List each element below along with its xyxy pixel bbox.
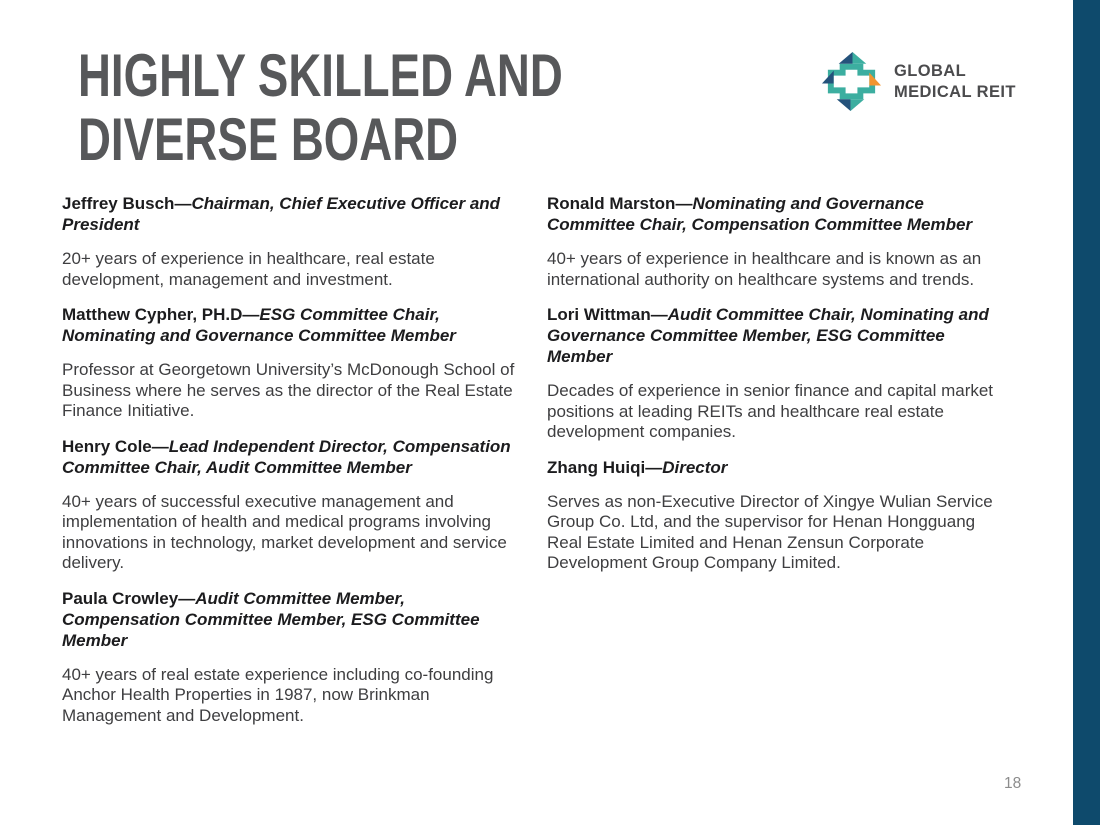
slide-title [78,44,563,172]
board-member-entry [547,304,1010,443]
em-dash: — [645,457,663,477]
member-role: Audit Committee Member, Compensation Committee Member, ESG Committee Member [62,588,480,650]
member-role: Lead Independent Director, Compensation Committee Chair, Audit Committee Member [62,436,511,477]
board-column-right [547,193,1010,740]
member-role: Chairman, Chief Executive Officer and President [62,194,501,234]
member-heading [62,588,520,651]
member-role: Director [662,457,728,477]
right-accent-bar [1073,0,1100,825]
member-bio: Serves as non-Executive Director of Xingye Wulian Service Group Co. Ltd, and the supervisor for Henan Hongguang Real Estate Limited and Henan Zensun Corporate Development Group Company Limited. [547,491,993,572]
member-name: Matthew Cypher, PH.D [62,305,243,324]
member-heading [62,304,520,346]
em-dash: — [174,194,192,213]
member-heading [62,193,520,235]
board-members-columns [62,193,1010,740]
member-bio: Decades of experience in senior finance and capital market positions at leading REITs and healthcare real estate development companies. [547,381,994,441]
board-member-entry [62,588,520,727]
slide-title-line-1: HIGHLY SKILLED AND [78,42,563,109]
member-heading [547,193,1010,235]
member-bio: 40+ years of experience in healthcare and is known as an international authority on healthcare systems and trends. [547,249,982,289]
em-dash: — [151,436,169,456]
logo-navy-triangle-bottom [837,99,851,111]
member-name: Jeffrey Busch [62,194,175,213]
member-name: Lori Wittman [547,305,651,324]
board-member-entry [62,193,520,290]
logo-teal-triangle-top [852,52,866,64]
member-heading [547,457,1010,478]
em-dash: — [242,305,260,324]
logo-wordmark-line-2: MEDICAL REIT [894,82,1016,101]
slide-title-line-2: DIVERSE BOARD [78,106,459,173]
member-bio: 40+ years of real estate experience including co-founding Anchor Health Properties in 1987, now Brinkman Management and Development. [62,664,494,725]
board-member-entry [62,304,520,422]
em-dash: — [650,305,668,324]
logo-navy-triangle-top [839,52,853,64]
member-bio: 20+ years of experience in healthcare, real estate development, management and investment. [62,249,435,289]
member-bio: 40+ years of successful executive management and implementation of health and medical programs involving innovations in technology, market development and service delivery. [62,491,507,572]
member-name: Zhang Huiqi [547,457,646,477]
em-dash: — [675,194,693,213]
member-heading [62,436,520,478]
page-number: 18 [1004,775,1022,792]
member-bio: Professor at Georgetown University’s McDonough School of Business where he serves as the director of the Real Estate Finance Initiative. [62,360,515,420]
company-logo [820,50,1016,113]
logo-teal-triangle-bottom [851,99,865,111]
em-dash: — [178,588,196,608]
pinwheel-medical-cross-icon [820,50,883,113]
member-role: ESG Committee Chair, Nominating and Governance Committee Member [62,305,456,345]
board-member-entry [62,436,520,574]
member-role: Audit Committee Chair, Nominating and Governance Committee Member, ESG Committee Member [547,305,989,366]
member-name: Paula Crowley [62,588,179,608]
member-name: Ronald Marston [547,194,676,213]
logo-wordmark-line-1: GLOBAL [894,61,967,80]
member-role: Nominating and Governance Committee Chair, Compensation Committee Member [547,194,973,234]
board-column-left [62,193,520,740]
member-heading [547,304,1010,367]
board-member-entry [547,457,1010,574]
member-name: Henry Cole [62,436,152,456]
board-member-entry [547,193,1010,290]
logo-wordmark [894,61,1016,103]
